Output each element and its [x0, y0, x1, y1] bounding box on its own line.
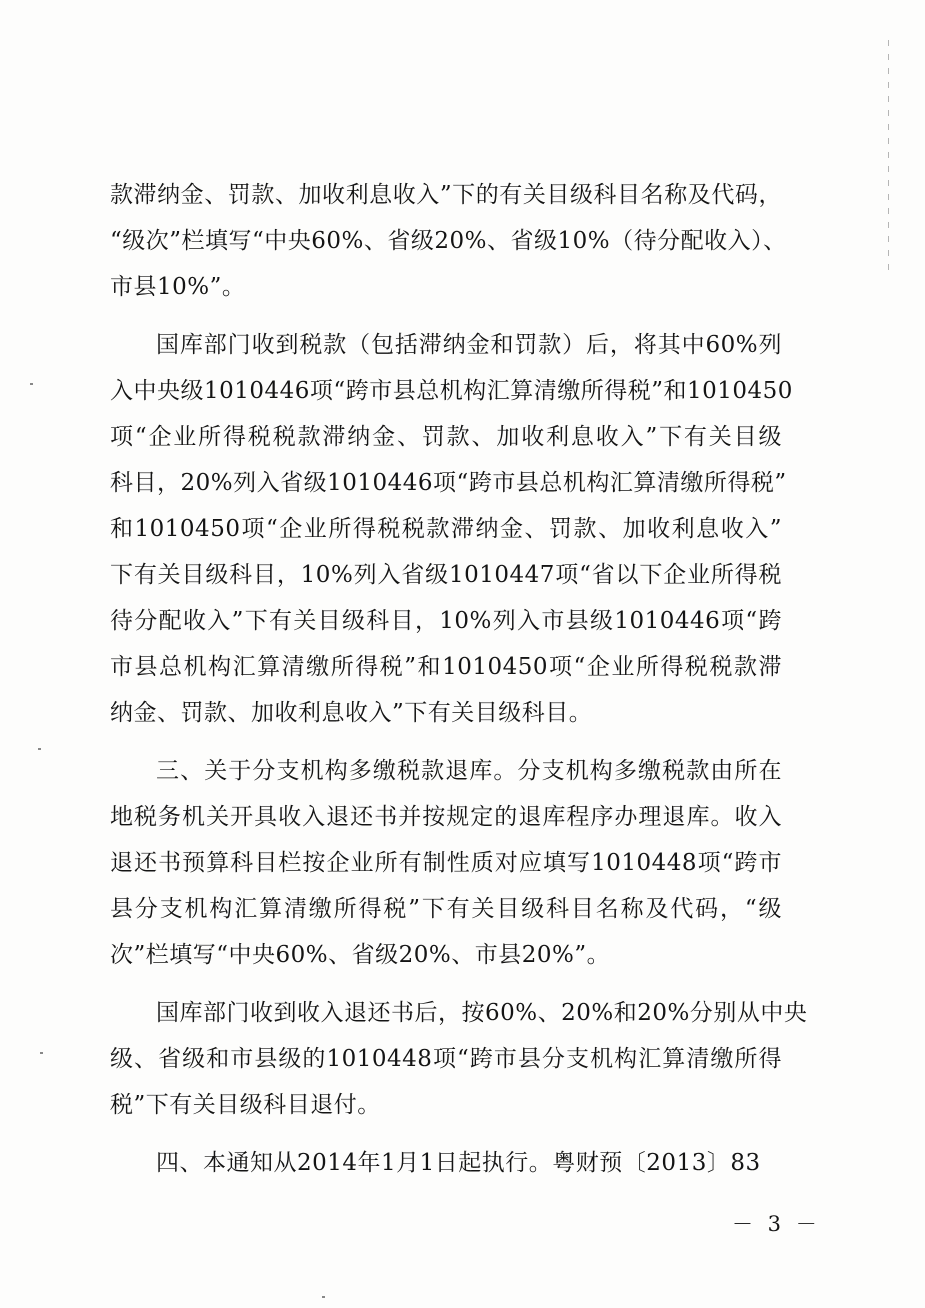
- paragraph: [110, 172, 787, 310]
- paragraph: [110, 748, 782, 978]
- scan-speck: [322, 1296, 325, 1298]
- text-line: 国库部门收到税款（包括滞纳金和罚款）后，将其中60%列: [156, 332, 782, 358]
- scan-speck: [40, 1052, 43, 1054]
- text-line: 入中央级1010446项“跨市县总机构汇算清缴所得税”和1010450: [110, 378, 793, 404]
- text-line: 三、关于分支机构多缴税款退库。分支机构多缴税款由所在: [156, 758, 782, 784]
- text-line: 款滞纳金、罚款、加收利息收入”下的有关目级科目名称及代码，: [110, 182, 782, 208]
- scan-speck: [38, 748, 41, 750]
- text-line: 待分配收入”下有关目级科目，10%列入市县级1010446项“跨: [110, 608, 782, 634]
- text-line: 下有关目级科目，10%列入省级1010447项“省以下企业所得税: [110, 562, 782, 588]
- text-line: “级次”栏填写“中央60%、省级20%、省级10%（待分配收入）、: [110, 228, 787, 254]
- text-line: 次”栏填写“中央60%、省级20%、市县20%”。: [110, 942, 611, 968]
- text-line: 国库部门收到收入退还书后，按60%、20%和20%分别从中央: [156, 1000, 808, 1026]
- text-line: 市县总机构汇算清缴所得税”和1010450项“企业所得税税款滞: [110, 654, 782, 680]
- text-line: 四、本通知从2014年1月1日起执行。粤财预〔2013〕83: [156, 1150, 761, 1176]
- text-line: 和1010450项“企业所得税税款滞纳金、罚款、加收利息收入”: [110, 516, 782, 542]
- paragraph: [110, 990, 808, 1128]
- paragraph: [110, 1140, 782, 1186]
- scan-speck: [30, 383, 33, 385]
- text-line: 项“企业所得税税款滞纳金、罚款、加收利息收入”下有关目级: [110, 424, 782, 450]
- text-line: 市县10%”。: [110, 274, 246, 300]
- paragraph: [110, 322, 793, 736]
- scan-edge-line: [888, 40, 889, 270]
- text-line: 税”下有关目级科目退付。: [110, 1092, 381, 1118]
- document-body: [110, 172, 808, 1198]
- text-line: 纳金、罚款、加收利息收入”下有关目级科目。: [110, 700, 593, 726]
- text-line: 科目，20%列入省级1010446项“跨市县总机构汇算清缴所得税”: [110, 470, 787, 496]
- text-line: 县分支机构汇算清缴所得税”下有关目级科目名称及代码，“级: [110, 896, 782, 922]
- text-line: 地税务机关开具收入退还书并按规定的退库程序办理退库。收入: [110, 804, 782, 830]
- text-line: 级、省级和市县级的1010448项“跨市县分支机构汇算清缴所得: [110, 1046, 782, 1072]
- page-number: － 3 －: [732, 1212, 821, 1236]
- text-line: 退还书预算科目栏按企业所有制性质对应填写1010448项“跨市: [110, 850, 782, 876]
